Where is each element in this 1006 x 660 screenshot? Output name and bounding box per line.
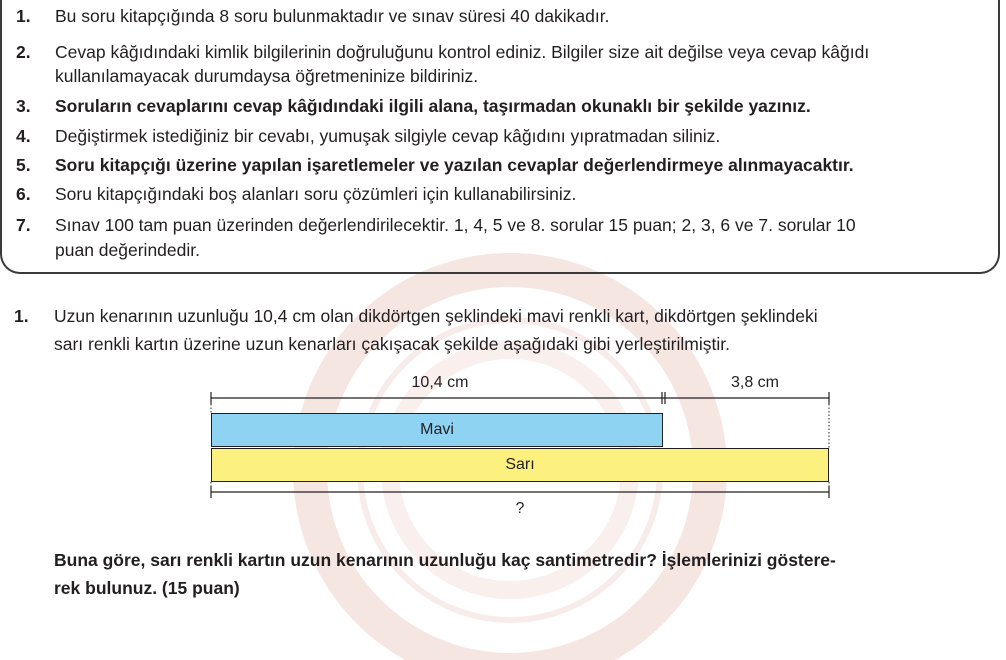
rule-number: 1. [16, 6, 31, 26]
rule-text: kullanılamayacak durumdaysa öğretmeninize bildiriniz. [55, 66, 479, 86]
rule-text: Bu soru kitapçığında 8 soru bulunmaktadır ve sınav süresi 40 dakikadır. [55, 6, 610, 26]
question-text-line-1: Uzun kenarının uzunluğu 10,4 cm olan dikdörtgen şeklindeki mavi renkli kart, dikdörtgen şeklindeki [54, 306, 818, 326]
rule-text: Değiştirmek istediğiniz bir cevabı, yumuşak silgiyle cevap kâğıdını yıpratmadan siliniz. [55, 126, 721, 146]
rule-number: 6. [16, 184, 31, 204]
rule-number: 3. [16, 96, 31, 116]
question-text-line-2: sarı renkli kartın üzerine uzun kenarları çakışacak şekilde aşağıdaki gibi yerleştirilmiştir. [54, 334, 730, 354]
rule-number: 2. [16, 42, 31, 62]
yellow-card-label: Sarı [505, 456, 535, 473]
rule-text: Soru kitapçığındaki boş alanları soru çözümleri için kullanabilirsiniz. [55, 184, 577, 204]
yellow-card [211, 448, 829, 482]
rule-text: Cevap kâğıdındaki kimlik bilgilerinin doğruluğunu kontrol ediniz. Bilgiler size ait değilse veya cevap kâğıdı [55, 42, 870, 62]
rule-number: 7. [16, 215, 31, 235]
rule-number: 4. [16, 126, 31, 146]
rule-text: Sınav 100 tam puan üzerinden değerlendirilecektir. 1, 4, 5 ve 8. sorular 15 puan; 2, 3, 6 ve 7. sorular 10 [55, 215, 856, 235]
card-diagram [200, 365, 840, 525]
extra-length-label: 3,8 cm [730, 374, 779, 391]
rule-number: 5. [16, 155, 31, 175]
blue-length-label: 10,4 cm [411, 374, 469, 391]
rule-text: puan değerindedir. [55, 240, 200, 260]
blue-card-label: Mavi [420, 421, 454, 438]
total-length-unknown: ? [515, 500, 525, 517]
question-prompt-line-2: rek bulunuz. (15 puan) [54, 578, 240, 598]
question-prompt [54, 546, 999, 602]
question-prompt-line-1: Buna göre, sarı renkli kartın uzun kenarının uzunluğu kaç santimetredir? İşlemlerinizi göstere- [54, 550, 836, 570]
question-number: 1. [14, 306, 29, 326]
rule-text: Soru kitapçığı üzerine yapılan işaretlemeler ve yazılan cevaplar değerlendirmeye alınmayacaktır. [55, 155, 854, 175]
blue-card [211, 413, 663, 447]
rule-text: Soruların cevaplarını cevap kâğıdındaki ilgili alana, taşırmadan okunaklı bir şekilde yazınız. [55, 96, 811, 116]
